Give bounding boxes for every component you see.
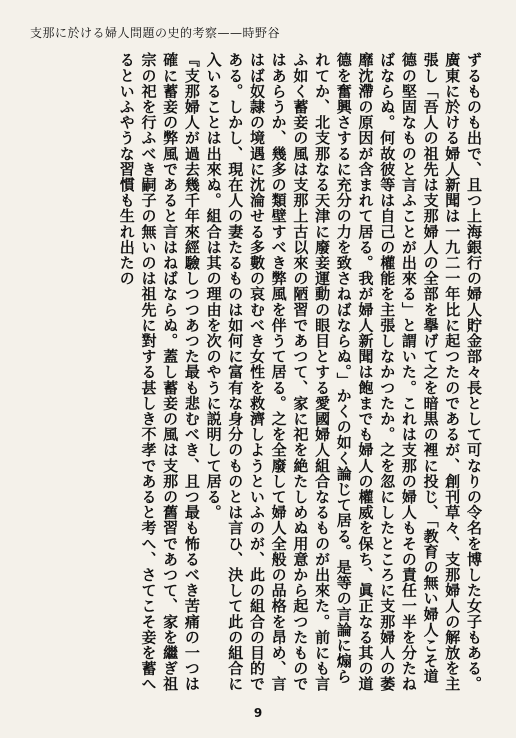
- paragraph: 『支那婦人が過去幾千年來經驗しつつあつた最も悲むべき、且つ最も怖るべき苦痛の一つは確に蓄妾の弊風であると言はねばならぬ。蓋し蓄妾の風は支那の舊習であつて、家を繼ぎ祖宗の祀を行ふべき嗣子の無いのは祖先に對する甚しき不孝であると考へ、さてこそ妾を蓄へるといふやうな習慣も生れ出たの: [117, 52, 201, 692]
- paragraph: 廣東に於ける婦人新聞は一九二一年比に起つたのであるが、創刊草々、支那婦人の解放を主張し「吾人の祖先は支那婦人の全部を擧げて之を暗黒の裡に投じ、「教育の無い婦人こそ道德の堅固なものと言ふことが出來る」と謂いた。これは支那の婦人もその責任一半を分たねばならぬ。何故彼等は自己の權能を主張しなかつたか。之を忽にしたところに支那婦人の萎靡沈滯の原因が含まれて居る。我が婦人新聞は飽までも婦人の權威を保ち、眞正なる其の道德を奮興さするに充分の力を致さねばならぬ。」かくの如く論じて居る。是等の言論に煽られてか、北支那なる天津に廢妾運動の眼目とする愛國婦人組合なるものが出來た。前にも言ふ如く蓄妾の風は支那上古以來の陋習であつて、家に祀を絶たしめぬ用意から起つたものではあらうか、幾多の類壁すべき弊風を伴うて居る。之を全廢して婦人全般の品格を昂め、言はば奴隷の境遇に沈淪せる多數の哀むべき女性を救濟しようといふのが、此の組合の目的である。しかし、現在人の妻たるものは如何に富有な身分のものとは言ひ、決して此の組合に入いることは出來ぬ。組合は其の理由を次のやうに説明して居る。: [204, 52, 462, 692]
- page-number: 9: [253, 706, 263, 720]
- paragraph: ずるものも出で、且つ上海銀行の婦人貯金部々長として可なりの令名を博した女子もある。: [465, 52, 483, 692]
- running-title: 支那に於ける婦人問題の史的考察——時野谷: [30, 25, 281, 40]
- running-header: [30, 22, 486, 42]
- body-text: [32, 52, 484, 692]
